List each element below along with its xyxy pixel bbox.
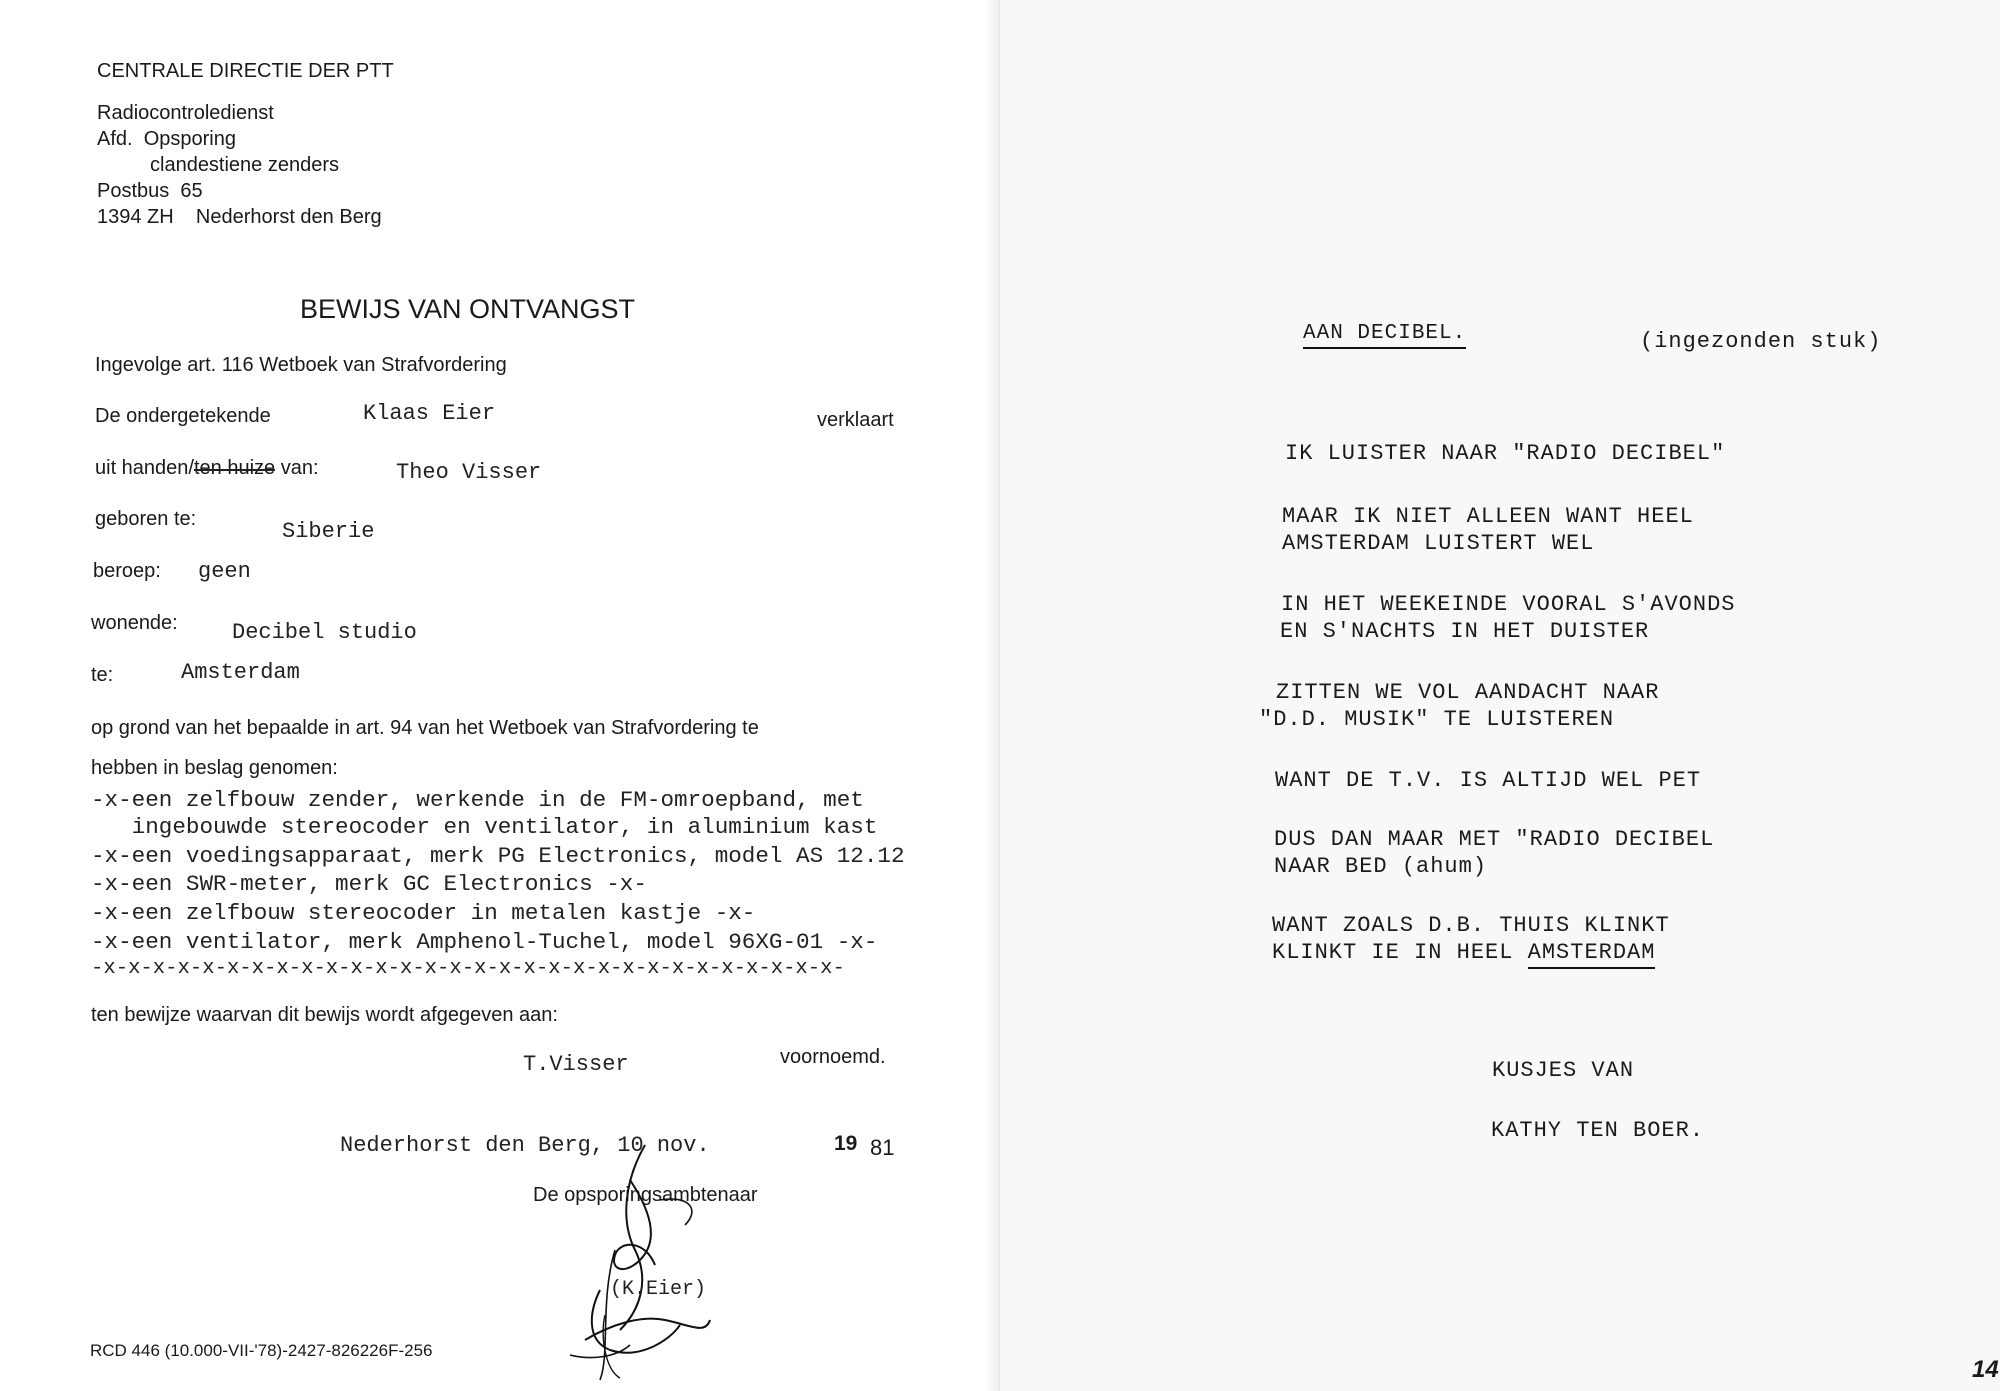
address-line: Radiocontroledienst — [97, 102, 274, 124]
page-number: 14 — [1972, 1356, 1999, 1383]
seized-item: -x-een zelfbouw zender, werkende in de FM-omroepband, met — [91, 787, 864, 813]
document-title: BEWIJS VAN ONTVANGST — [300, 294, 636, 324]
seized-item: -x-een ventilator, merk Amphenol-Tuchel, model 96XG-01 -x- — [91, 929, 878, 955]
living-label: wonende: — [91, 612, 178, 634]
city-label: te: — [91, 664, 114, 686]
from-label: uit handen/ten huize van: — [95, 457, 319, 479]
signer-name: Klaas Eier — [363, 401, 496, 426]
poem-line: DUS DAN MAAR MET "RADIO DECIBEL — [1274, 827, 1715, 852]
officer-label: De opsporingsambtenaar — [533, 1184, 758, 1206]
seized-item: -x-een zelfbouw stereocoder in metalen kastje -x- — [91, 900, 756, 926]
signer-label: De ondergetekende — [95, 405, 271, 427]
signature-icon — [570, 1140, 750, 1385]
poem-line: AMSTERDAM LUISTERT WEL — [1282, 531, 1595, 556]
proof-text: ten bewijze waarvan dit bewijs wordt afgegeven aan: — [91, 1004, 558, 1026]
job-label: beroep: — [93, 560, 161, 582]
address-line: Postbus 65 — [97, 180, 203, 202]
poem-line: KLINKT IE IN HEEL AMSTERDAM — [1272, 940, 1655, 965]
underlined-word: AMSTERDAM — [1528, 940, 1656, 969]
address-line: clandestiene zenders — [150, 154, 340, 176]
born-value: Siberie — [282, 519, 375, 544]
right-page — [1000, 0, 2000, 1391]
seized-item: ingebouwde stereocoder en ventilator, in aluminium kast — [91, 814, 878, 840]
closing-line: KUSJES VAN — [1492, 1058, 1635, 1083]
poem-line: WANT DE T.V. IS ALTIJD WEL PET — [1275, 768, 1702, 793]
seized-item: -x-een voedingsapparaat, merk PG Electronics, model AS 12.12 — [91, 843, 905, 869]
poem-line: "D.D. MUSIK" TE LUISTEREN — [1259, 707, 1615, 732]
from-name: Theo Visser — [396, 460, 542, 485]
poem-line: IN HET WEEKEINDE VOORAL S'AVONDS — [1281, 592, 1736, 617]
born-label: geboren te: — [95, 508, 197, 530]
recipient-name: T.Visser — [523, 1052, 629, 1077]
aforementioned-label: voornoemd. — [780, 1046, 886, 1068]
year-printed: 19 — [834, 1132, 858, 1155]
year-typed: 81 — [870, 1135, 895, 1160]
city-value: Amsterdam — [181, 660, 300, 685]
closing-signature: KATHY TEN BOER. — [1491, 1118, 1705, 1143]
poem-line: ZITTEN WE VOL AANDACHT NAAR — [1276, 680, 1660, 705]
poem-line: MAAR IK NIET ALLEEN WANT HEEL — [1282, 504, 1694, 529]
job-value: geen — [198, 559, 251, 584]
poem-line: IK LUISTER NAAR "RADIO DECIBEL" — [1285, 441, 1726, 466]
declares-label: verklaart — [817, 409, 894, 431]
org-name: CENTRALE DIRECTIE DER PTT — [97, 60, 394, 82]
seized-item: -x-x-x-x-x-x-x-x-x-x-x-x-x-x-x-x-x-x-x-x-x-x-x-x-x-x-x-x-x-x- — [91, 957, 845, 980]
address-line: 1394 ZH Nederhorst den Berg — [97, 206, 382, 228]
living-value: Decibel studio — [232, 620, 417, 645]
seized-item: -x-een SWR-meter, merk GC Electronics -x- — [91, 871, 647, 897]
form-code: RCD 446 (10.000-VII-'78)-2427-826226F-256 — [90, 1341, 433, 1360]
poem-line: NAAR BED (ahum) — [1274, 854, 1488, 879]
legal-basis: Ingevolge art. 116 Wetboek van Strafvordering — [95, 354, 507, 376]
seized-label: hebben in beslag genomen: — [91, 757, 338, 779]
address-line: Afd. Opsporing — [97, 128, 236, 150]
place-date: Nederhorst den Berg, 10 nov. — [340, 1133, 710, 1158]
letter-note: (ingezonden stuk) — [1640, 329, 1882, 354]
letter-heading: AAN DECIBEL. — [1303, 322, 1466, 349]
signature-name: (K.Eier) — [610, 1278, 707, 1301]
poem-line: WANT ZOALS D.B. THUIS KLINKT — [1272, 913, 1670, 938]
grounds-text: op grond van het bepaalde in art. 94 van het Wetboek van Strafvordering te — [91, 717, 759, 739]
poem-line: EN S'NACHTS IN HET DUISTER — [1280, 619, 1650, 644]
struck-text: ten huize — [193, 457, 276, 479]
